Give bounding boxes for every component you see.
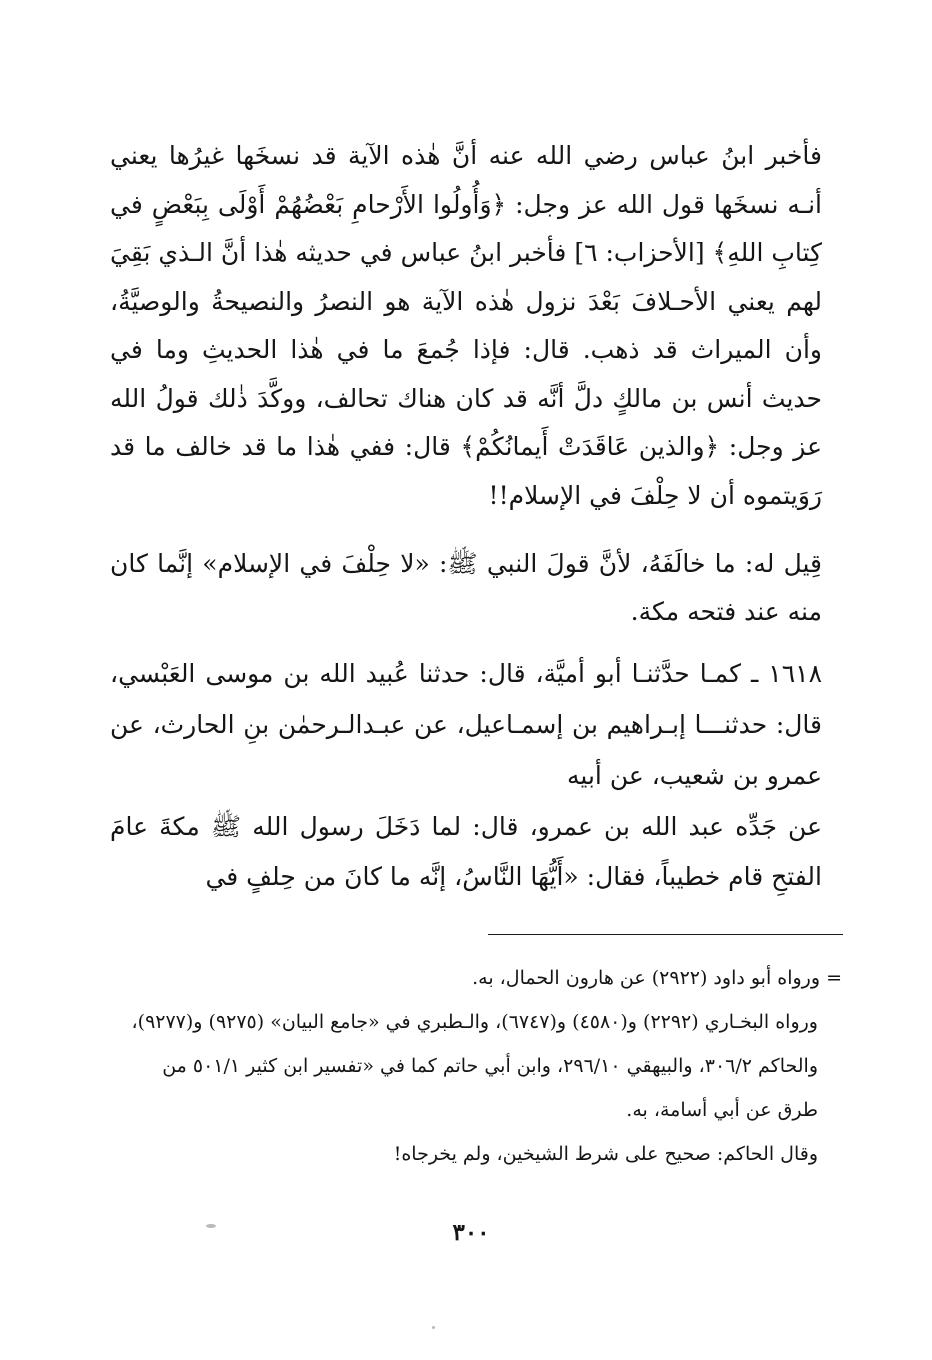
body-paragraph-1 (110, 132, 822, 520)
paragraph-text: ١٦١٨ ـ كمـا حدَّثنـا أبو أميَّة، قال: حدثنا عُبيد الله بن موسى العَبْسي، قال: حدثنـــا إبـراهيم بن إسمـاعيل، عن عبـدالـرحمٰن بنِ الحارث، عن عمرو بن شعيب، عن أبيه (110, 659, 822, 790)
paragraph-text: قِيل له: ما خالَفَهُ، لأنَّ قولَ النبي ﷺ: «لا حِلْفَ في الإسلام» إنَّما كان منه عند فتحه مكة. (110, 549, 822, 626)
footnote-paragraph: ورواه البخـاري (٢٢٩٢) و(٤٥٨٠) و(٦٧٤٧)، والـطبري في «جامع البيان» (٩٢٧٥) و(٩٢٧٧)، والحاكم ٣٠٦/٢، والبيهقي ٢٩٦/١٠، وابن أبي حاتم كما في «تفسير ابن كثير ٥٠١/١ من طرق عن أبي أسامة، به. (131, 1011, 818, 1121)
scan-speck (206, 1224, 216, 1228)
body-paragraph-2 (110, 540, 822, 636)
footnotes (130, 956, 842, 1176)
footnote-line: = ورواه أبو داود (٢٩٢٢) عن هارون الحمال، به. (472, 967, 842, 989)
paragraph-text: عن جَدِّه عبد الله بن عمرو، قال: لما دَخَلَ رسول الله ﷺ مكةَ عامَ الفتحِ قام خطيباً، فقال: «أَيُّهَا النَّاسُ، إنَّه ما كانَ من حِلفٍ في (110, 812, 822, 891)
paragraph-text: فأخبر ابنُ عباس رضي الله عنه أنَّ هٰذه الآية قد نسخَها غيرُها يعني أنـه نسخَها قول الله عز وجل: ﴿وَأُولُوا الأَرْحامِ بَعْضُهُمْ أَوْلَى بِبَعْضٍ في كِتابِ اللهِ﴾ [الأحزاب: ٦] فأخبر ابنُ عباس في حديثه هٰذا أنَّ الـذي بَقِيَ لهم يعني الأحـلافَ بَعْدَ نزول هٰذه الآية هو النصرُ والنصيحةُ والوصيَّةُ، وأن الميراث قد ذهب. قال: فإذا جُمعَ ما في هٰذا الحديثِ وما في حديث أنس بن مالكٍ دلَّ أنَّه قد كان هناك تحالف، ووكَّدَ ذٰلك قولُ الله عز وجل: ﴿والذين عَاقَدَتْ أَيمانُكُمْ﴾ قال: ففي هٰذا ما قد خالف ما قد رَوَيتموه أن لا حِلْفَ في الإسلام!! (110, 141, 822, 510)
page-number: ٣٠٠ (452, 1219, 490, 1246)
body-paragraph-4 (110, 802, 822, 902)
footnote-divider (488, 934, 843, 935)
footnote-paragraph: وقال الحاكم: صحيح على شرط الشيخين، ولم يخرجاه! (393, 1143, 818, 1165)
hadith-chain-paragraph (110, 648, 822, 801)
scan-speck (432, 1326, 435, 1329)
